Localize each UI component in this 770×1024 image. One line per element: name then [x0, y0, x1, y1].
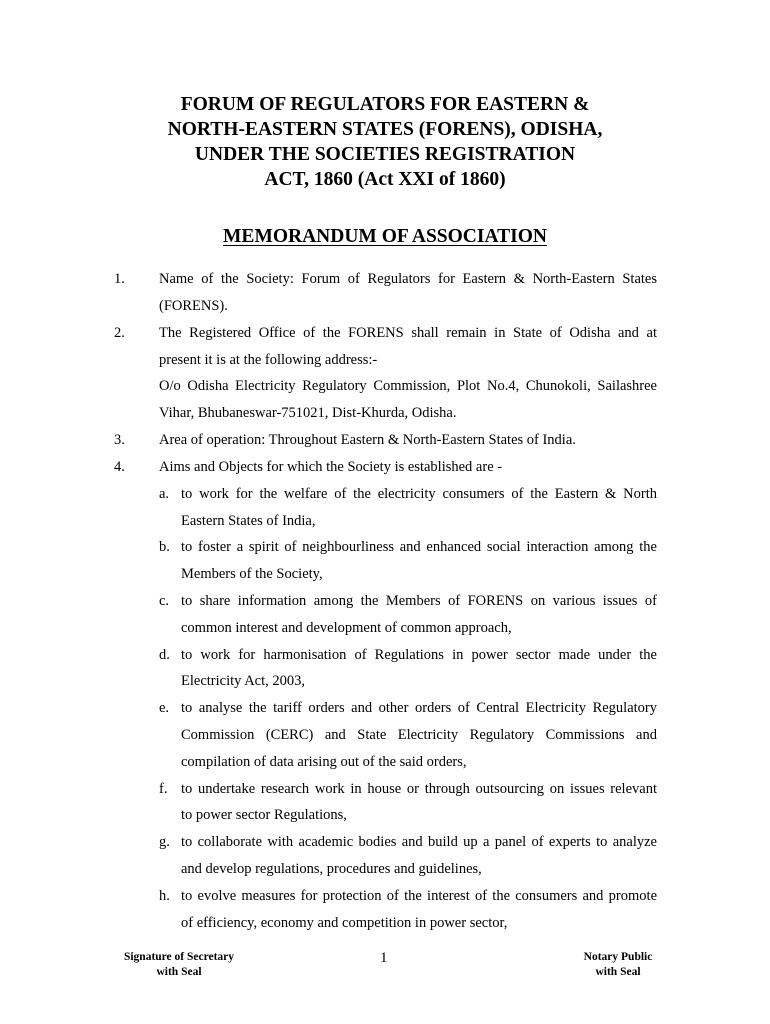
- subitem-text-line: common interest and development of common approach,: [181, 620, 512, 636]
- subitem-text-line: and develop regulations, procedures and guidelines,: [181, 861, 482, 877]
- subitem-text-line: compilation of data arising out of the said orders,: [181, 754, 467, 770]
- subitem-text-line: to work for harmonisation of Regulations in power sector made under the: [181, 647, 657, 663]
- subitem-text-line: to work for the welfare of the electricity consumers of the Eastern & North: [181, 486, 657, 502]
- footer-notary-public: [568, 950, 668, 980]
- subitem-text-line: to undertake research work in house or through outsourcing on issues relevant: [181, 781, 657, 797]
- footer-right-line: Notary Public: [583, 951, 653, 963]
- title-line: FORUM OF REGULATORS FOR EASTERN &: [180, 94, 590, 115]
- subitem-text-line: Electricity Act, 2003,: [181, 673, 306, 689]
- title-line: NORTH-EASTERN STATES (FORENS), ODISHA,: [167, 119, 603, 140]
- item-text-line: O/o Odisha Electricity Regulatory Commission, Plot No.4, Chunokoli, Sailashree: [159, 378, 657, 394]
- title-line: UNDER THE SOCIETIES REGISTRATION: [194, 144, 576, 165]
- item-text-line: (FORENS).: [159, 298, 228, 314]
- subitem-text-line: to analyse the tariff orders and other orders of Central Electricity Regulatory: [181, 700, 657, 716]
- document-subtitle: [0, 224, 770, 250]
- item-text-line: Name of the Society: Forum of Regulators for Eastern & North-Eastern States: [159, 271, 657, 287]
- subitem-text-line: to share information among the Members of FORENS on various issues of: [181, 593, 657, 609]
- page-number: 1: [380, 950, 388, 966]
- subtitle-text: MEMORANDUM OF ASSOCIATION: [223, 226, 547, 247]
- subitem-letter: a.: [159, 486, 170, 502]
- item-number: 4.: [114, 459, 125, 475]
- footer-right-line: with Seal: [595, 966, 641, 978]
- subitem-text-line: to evolve measures for protection of the interest of the consumers and promote: [181, 888, 657, 904]
- subitem-text-line: Commission (CERC) and State Electricity Regulatory Commissions and: [181, 727, 657, 743]
- subitem-text-line: Eastern States of India,: [181, 513, 316, 529]
- item-text-line: The Registered Office of the FORENS shall remain in State of Odisha and at: [159, 325, 657, 341]
- subitem-text-line: to power sector Regulations,: [181, 807, 347, 823]
- subitem-letter: h.: [159, 888, 170, 904]
- item-text-line: present it is at the following address:-: [159, 352, 378, 368]
- subitem-text-line: to collaborate with academic bodies and build up a panel of experts to analyze: [181, 834, 657, 850]
- item-text-line: Aims and Objects for which the Society is established are -: [159, 459, 503, 475]
- title-line: ACT, 1860 (Act XXI of 1860): [264, 169, 506, 190]
- item-text-line: Vihar, Bhubaneswar-751021, Dist-Khurda, Odisha.: [159, 405, 457, 421]
- item-number: 3.: [114, 432, 125, 448]
- item-number: 1.: [114, 271, 125, 287]
- subitem-letter: g.: [159, 834, 170, 850]
- subitem-letter: d.: [159, 647, 170, 663]
- item-text-line: Area of operation: Throughout Eastern & North-Eastern States of India.: [159, 432, 576, 448]
- footer-left-line: with Seal: [156, 966, 202, 978]
- subitem-letter: e.: [159, 700, 170, 716]
- item-number: 2.: [114, 325, 125, 341]
- subitem-text-line: Members of the Society,: [181, 566, 323, 582]
- footer-left-line: Signature of Secretary: [123, 951, 235, 963]
- subitem-letter: c.: [159, 593, 170, 609]
- subitem-letter: b.: [159, 539, 170, 555]
- subitem-text-line: of efficiency, economy and competition in power sector,: [181, 915, 508, 931]
- subitem-letter: f.: [159, 781, 168, 797]
- subitem-text-line: to foster a spirit of neighbourliness and enhanced social interaction among the: [181, 539, 657, 555]
- footer-secretary-signature: [114, 950, 244, 980]
- document-title: [0, 92, 770, 192]
